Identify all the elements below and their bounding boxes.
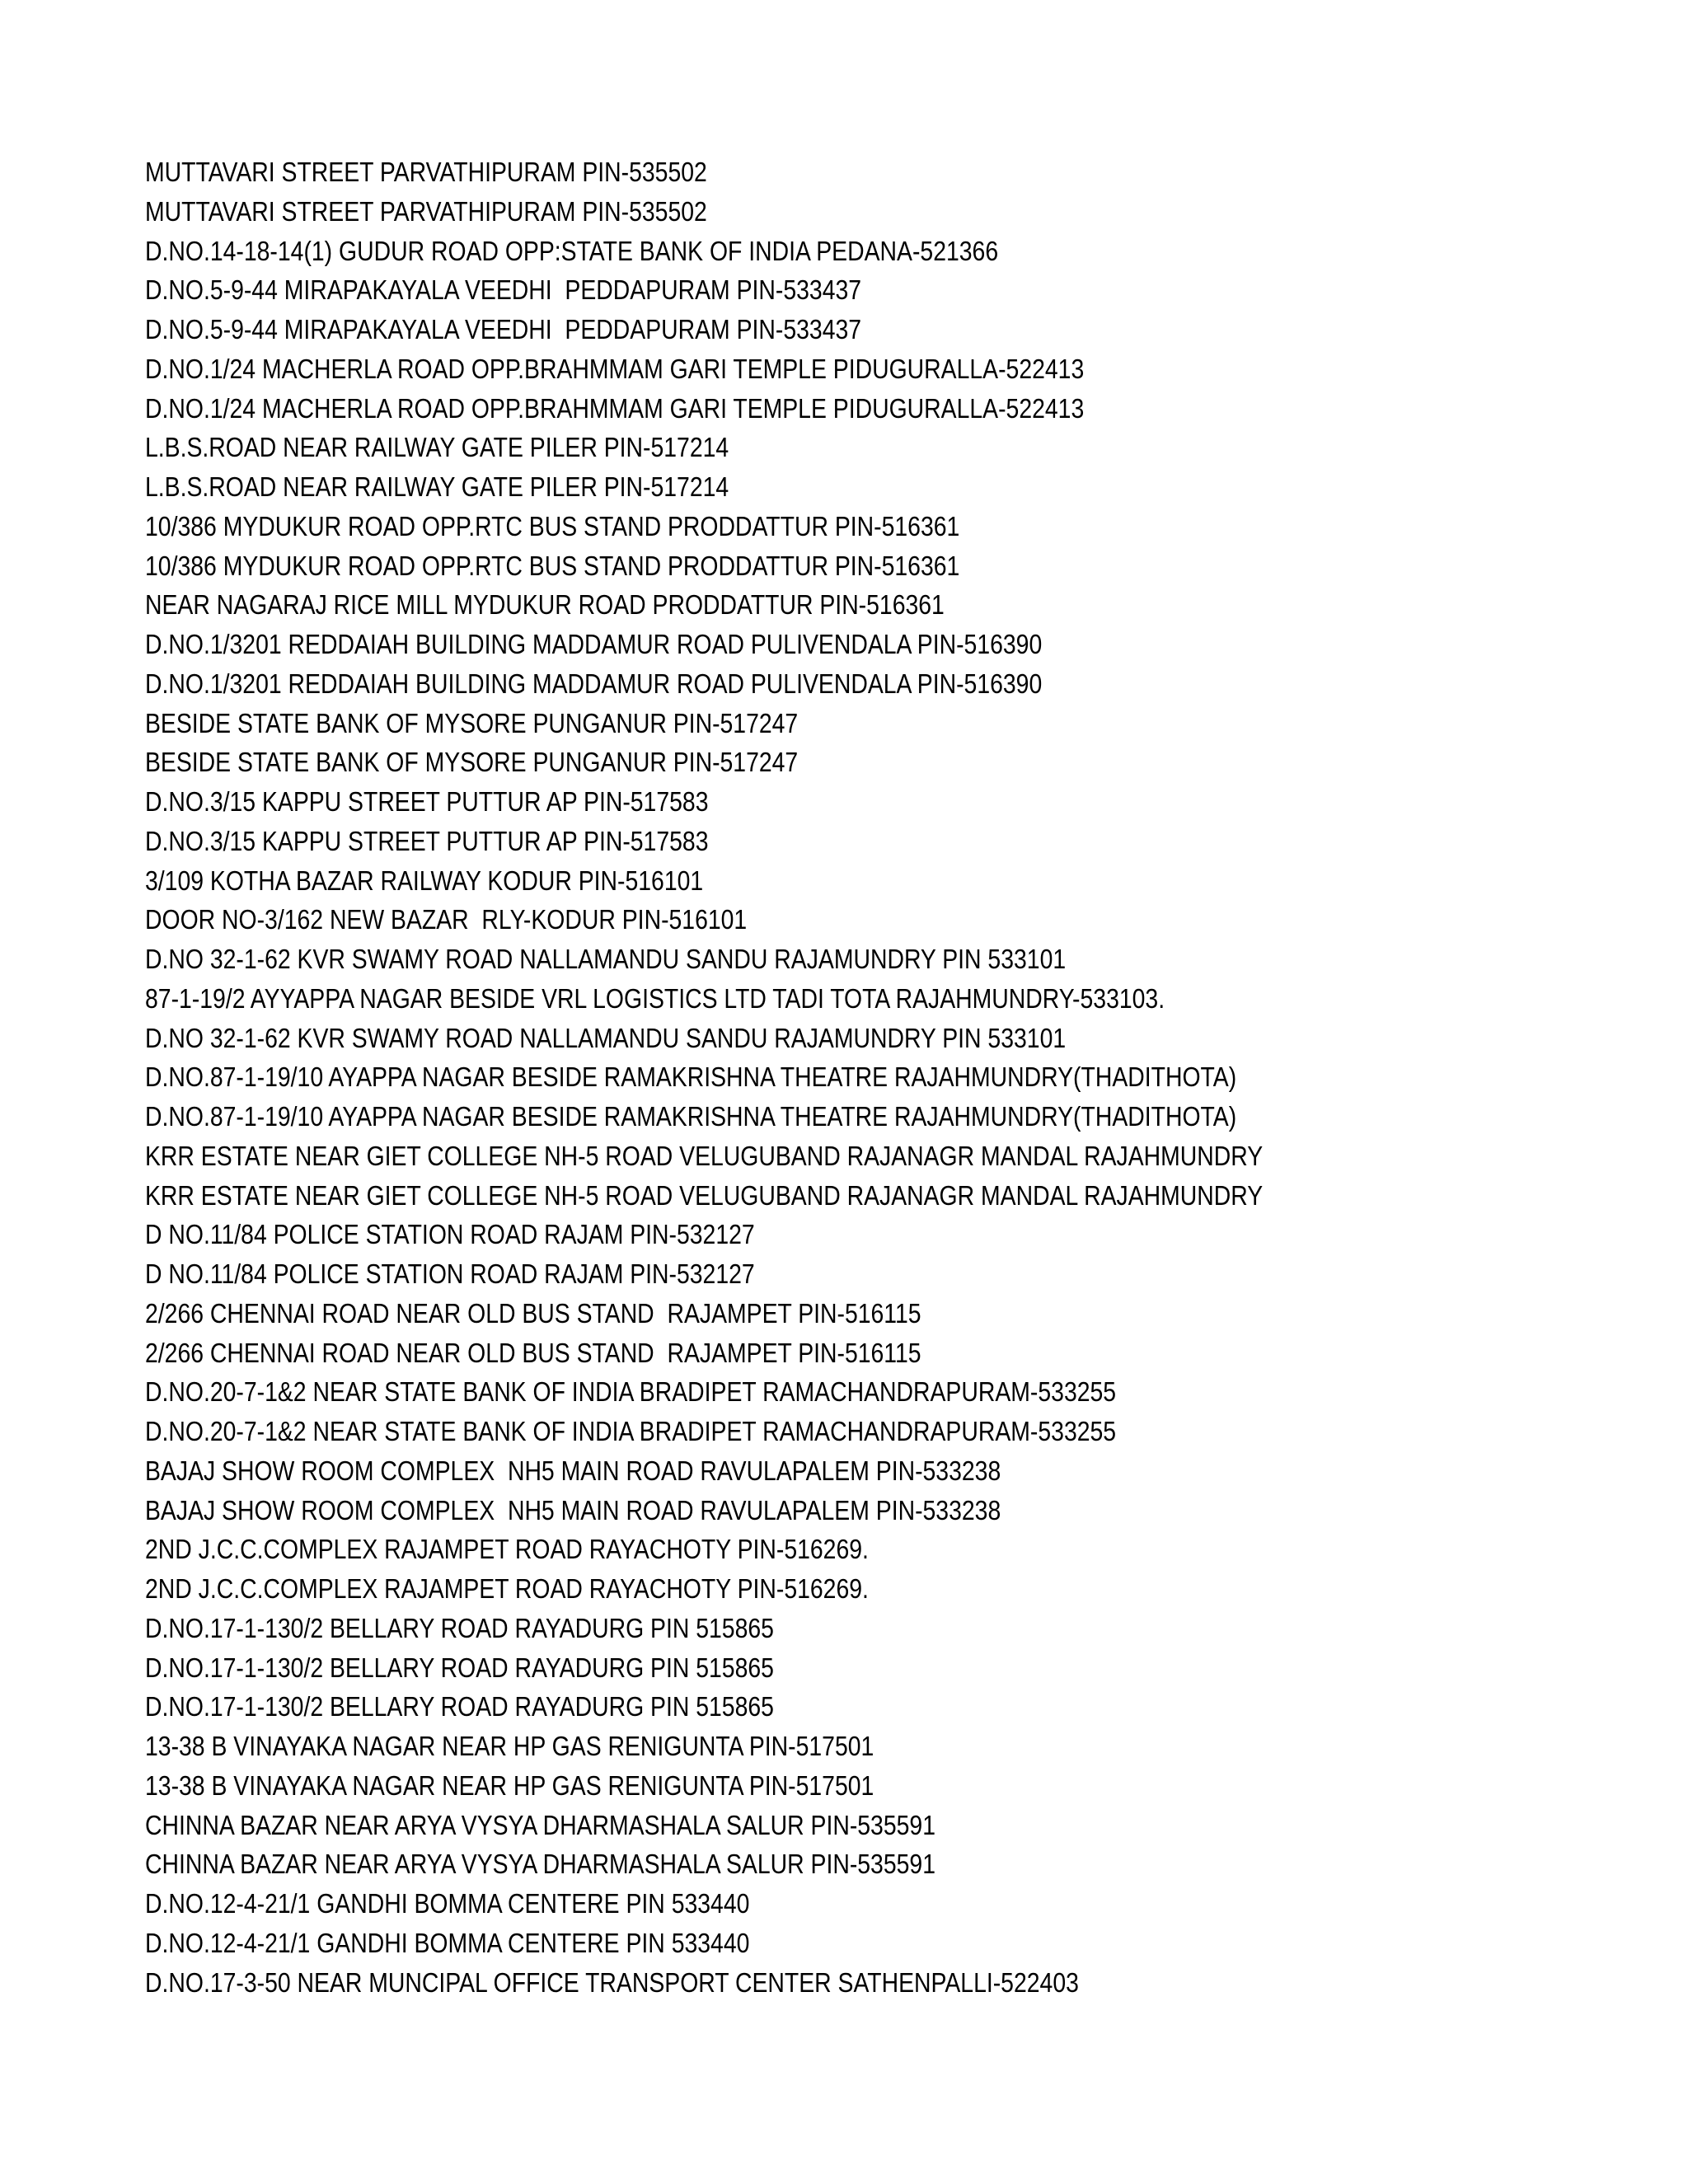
address-line: D.NO.5-9-44 MIRAPAKAYALA VEEDHI PEDDAPURAM PIN-533437 <box>145 314 862 344</box>
address-line: 10/386 MYDUKUR ROAD OPP.RTC BUS STAND PRODDATTUR PIN-516361 <box>145 550 960 581</box>
address-line: BESIDE STATE BANK OF MYSORE PUNGANUR PIN-517247 <box>145 707 799 738</box>
address-line: 13-38 B VINAYAKA NAGAR NEAR HP GAS RENIGUNTA PIN-517501 <box>145 1769 874 1801</box>
address-line: D.NO.17-1-130/2 BELLARY ROAD RAYADURG PIN 515865 <box>145 1691 774 1722</box>
address-line: 10/386 MYDUKUR ROAD OPP.RTC BUS STAND PRODDATTUR PIN-516361 <box>145 510 960 541</box>
address-line: D.NO.12-4-21/1 GANDHI BOMMA CENTERE PIN 533440 <box>145 1927 750 1958</box>
address-line: 2/266 CHENNAI ROAD NEAR OLD BUS STAND RAJAMPET PIN-516115 <box>145 1337 921 1368</box>
address-line: DOOR NO-3/162 NEW BAZAR RLY-KODUR PIN-516101 <box>145 904 748 935</box>
address-line: 2ND J.C.C.COMPLEX RAJAMPET ROAD RAYACHOTY PIN-516269. <box>145 1573 869 1604</box>
address-line: BAJAJ SHOW ROOM COMPLEX NH5 MAIN ROAD RAVULAPALEM PIN-533238 <box>145 1455 1001 1486</box>
address-line: D.NO 32-1-62 KVR SWAMY ROAD NALLAMANDU SANDU RAJAMUNDRY PIN 533101 <box>145 944 1067 974</box>
address-line: L.B.S.ROAD NEAR RAILWAY GATE PILER PIN-517214 <box>145 471 729 502</box>
address-line: D.NO.1/24 MACHERLA ROAD OPP.BRAHMMAM GARI TEMPLE PIDUGURALLA-522413 <box>145 392 1085 424</box>
address-line: D.NO.20-7-1&2 NEAR STATE BANK OF INDIA BRADIPET RAMACHANDRAPURAM-533255 <box>145 1416 1117 1446</box>
address-line: D.NO.14-18-14(1) GUDUR ROAD OPP:STATE BANK OF INDIA PEDANA-521366 <box>145 235 999 266</box>
address-line: D.NO 32-1-62 KVR SWAMY ROAD NALLAMANDU SANDU RAJAMUNDRY PIN 533101 <box>145 1022 1067 1053</box>
address-line: KRR ESTATE NEAR GIET COLLEGE NH-5 ROAD VELUGUBAND RAJANAGR MANDAL RAJAHMUNDRY <box>145 1140 1264 1171</box>
address-line: D.NO.87-1-19/10 AYAPPA NAGAR BESIDE RAMAKRISHNA THEATRE RAJAHMUNDRY(THADITHOTA) <box>145 1062 1237 1093</box>
address-line: MUTTAVARI STREET PARVATHIPURAM PIN-535502 <box>145 157 707 187</box>
address-line: 13-38 B VINAYAKA NAGAR NEAR HP GAS RENIGUNTA PIN-517501 <box>145 1731 874 1761</box>
address-line: D.NO.20-7-1&2 NEAR STATE BANK OF INDIA BRADIPET RAMACHANDRAPURAM-533255 <box>145 1376 1117 1408</box>
address-line: BESIDE STATE BANK OF MYSORE PUNGANUR PIN-517247 <box>145 747 799 778</box>
address-line: D.NO.17-3-50 NEAR MUNCIPAL OFFICE TRANSPORT CENTER SATHENPALLI-522403 <box>145 1966 1079 1998</box>
address-line: L.B.S.ROAD NEAR RAILWAY GATE PILER PIN-517214 <box>145 432 729 463</box>
address-line: BAJAJ SHOW ROOM COMPLEX NH5 MAIN ROAD RAVULAPALEM PIN-533238 <box>145 1494 1001 1526</box>
address-line: 2/266 CHENNAI ROAD NEAR OLD BUS STAND RAJAMPET PIN-516115 <box>145 1297 921 1329</box>
address-line: 87-1-19/2 AYYAPPA NAGAR BESIDE VRL LOGISTICS LTD TADI TOTA RAJAHMUNDRY-533103. <box>145 982 1165 1014</box>
address-line: CHINNA BAZAR NEAR ARYA VYSYA DHARMASHALA SALUR PIN-535591 <box>145 1809 935 1840</box>
address-line: D.NO.87-1-19/10 AYAPPA NAGAR BESIDE RAMAKRISHNA THEATRE RAJAHMUNDRY(THADITHOTA) <box>145 1101 1237 1132</box>
address-line: KRR ESTATE NEAR GIET COLLEGE NH-5 ROAD VELUGUBAND RAJANAGR MANDAL RAJAHMUNDRY <box>145 1179 1264 1211</box>
address-line: D.NO.1/3201 REDDAIAH BUILDING MADDAMUR ROAD PULIVENDALA PIN-516390 <box>145 629 1043 659</box>
address-line: MUTTAVARI STREET PARVATHIPURAM PIN-535502 <box>145 195 707 227</box>
address-list <box>145 152 1662 2002</box>
address-line: CHINNA BAZAR NEAR ARYA VYSYA DHARMASHALA SALUR PIN-535591 <box>145 1849 935 1880</box>
address-line: D.NO.1/3201 REDDAIAH BUILDING MADDAMUR ROAD PULIVENDALA PIN-516390 <box>145 668 1043 699</box>
address-line: D.NO.1/24 MACHERLA ROAD OPP.BRAHMMAM GARI TEMPLE PIDUGURALLA-522413 <box>145 353 1085 384</box>
address-line: D.NO.5-9-44 MIRAPAKAYALA VEEDHI PEDDAPURAM PIN-533437 <box>145 274 862 306</box>
address-line: 2ND J.C.C.COMPLEX RAJAMPET ROAD RAYACHOTY PIN-516269. <box>145 1534 869 1565</box>
address-line: 3/109 KOTHA BAZAR RAILWAY KODUR PIN-516101 <box>145 865 704 896</box>
address-line: D.NO.3/15 KAPPU STREET PUTTUR AP PIN-517583 <box>145 825 709 856</box>
address-line: NEAR NAGARAJ RICE MILL MYDUKUR ROAD PRODDATTUR PIN-516361 <box>145 589 945 621</box>
address-line: D.NO.12-4-21/1 GANDHI BOMMA CENTERE PIN 533440 <box>145 1888 750 1919</box>
address-line: D NO.11/84 POLICE STATION ROAD RAJAM PIN-532127 <box>145 1219 755 1250</box>
address-line: D.NO.3/15 KAPPU STREET PUTTUR AP PIN-517583 <box>145 786 709 817</box>
address-line: D NO.11/84 POLICE STATION ROAD RAJAM PIN-532127 <box>145 1258 755 1289</box>
address-line: D.NO.17-1-130/2 BELLARY ROAD RAYADURG PIN 515865 <box>145 1612 774 1643</box>
address-line: D.NO.17-1-130/2 BELLARY ROAD RAYADURG PIN 515865 <box>145 1652 774 1683</box>
